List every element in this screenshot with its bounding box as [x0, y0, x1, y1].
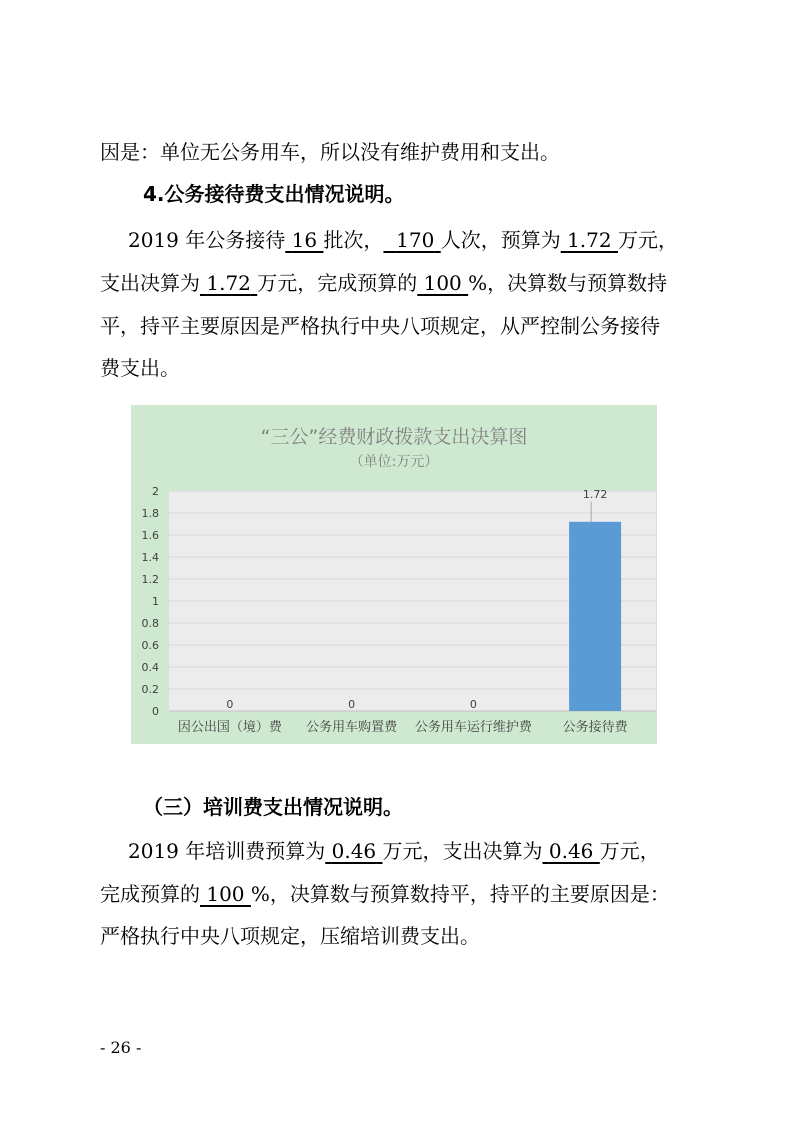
y-tick-label: 1 — [152, 595, 159, 608]
y-tick-label: 1.4 — [141, 551, 159, 564]
text: 支出决算为 — [100, 271, 200, 295]
x-category-label: 公务用车运行维护费 — [414, 720, 532, 735]
text: 人次，预算为 — [440, 228, 561, 252]
training-line-2 — [100, 880, 670, 908]
text: 万元， — [617, 228, 678, 252]
reception-line-4: 费支出。 — [100, 356, 180, 380]
text: 完成预算的 — [100, 882, 200, 906]
x-category-label: 公务用车购置费 — [306, 720, 398, 735]
data-label: 1.72 — [582, 487, 608, 501]
training-budget: 0.46 — [331, 839, 377, 863]
bar — [569, 522, 621, 711]
paragraph-vehicle-end: 因是：单位无公务用车，所以没有维护费用和支出。 — [100, 140, 560, 164]
y-tick-label: 0.2 — [141, 683, 159, 696]
reception-pct: 100 — [423, 271, 462, 295]
training-pct: 100 — [206, 882, 245, 906]
text: 万元， — [599, 839, 660, 863]
data-label: 0 — [348, 698, 356, 711]
reception-persons: 170 — [396, 228, 435, 252]
reception-final: 1.72 — [206, 271, 251, 295]
text: 2019 年培训费预算为 — [128, 839, 326, 863]
y-tick-label: 1.6 — [141, 529, 159, 542]
y-tick-label: 1.8 — [141, 507, 159, 520]
x-category-label: 公务接待费 — [562, 720, 628, 735]
text: %，决算数与预算数持 — [468, 271, 668, 295]
y-tick-label: 0 — [152, 705, 159, 718]
y-tick-label: 0.6 — [141, 639, 159, 652]
y-tick-label: 0.8 — [141, 617, 159, 630]
reception-line-2 — [100, 269, 667, 297]
text: 万元，完成预算的 — [257, 271, 418, 295]
reception-batches: 16 — [291, 228, 318, 252]
three-public-expense-chart — [131, 405, 657, 744]
text: %，决算数与预算数持平，持平的主要原因是： — [250, 882, 670, 906]
y-tick-label: 0.4 — [141, 661, 159, 674]
chart-svg — [131, 405, 657, 744]
x-category-label: 因公出国（境）费 — [177, 720, 282, 735]
reception-budget: 1.72 — [567, 228, 612, 252]
text: 2019 年公务接待 — [128, 228, 286, 252]
chart-subtitle: （单位:万元） — [349, 454, 439, 470]
y-tick-label: 1.2 — [141, 573, 159, 586]
reception-line-3: 平，持平主要原因是严格执行中央八项规定，从严控制公务接待 — [100, 314, 660, 338]
heading-training: （三）培训费支出情况说明。 — [143, 795, 403, 819]
training-final: 0.46 — [548, 839, 594, 863]
data-label: 0 — [226, 698, 234, 711]
training-line-3: 严格执行中央八项规定，压缩培训费支出。 — [100, 924, 480, 948]
reception-line-1 — [128, 226, 678, 254]
text: 批次， — [323, 228, 384, 252]
page-number: - 26 - — [100, 1038, 142, 1057]
y-tick-label: 2 — [152, 485, 159, 498]
data-label: 0 — [469, 698, 477, 711]
training-line-1 — [128, 837, 660, 865]
text: 万元，支出决算为 — [382, 839, 543, 863]
heading-reception: 4.公务接待费支出情况说明。 — [143, 182, 405, 206]
chart-title: “三公”经费财政拨款支出决算图 — [260, 426, 528, 448]
